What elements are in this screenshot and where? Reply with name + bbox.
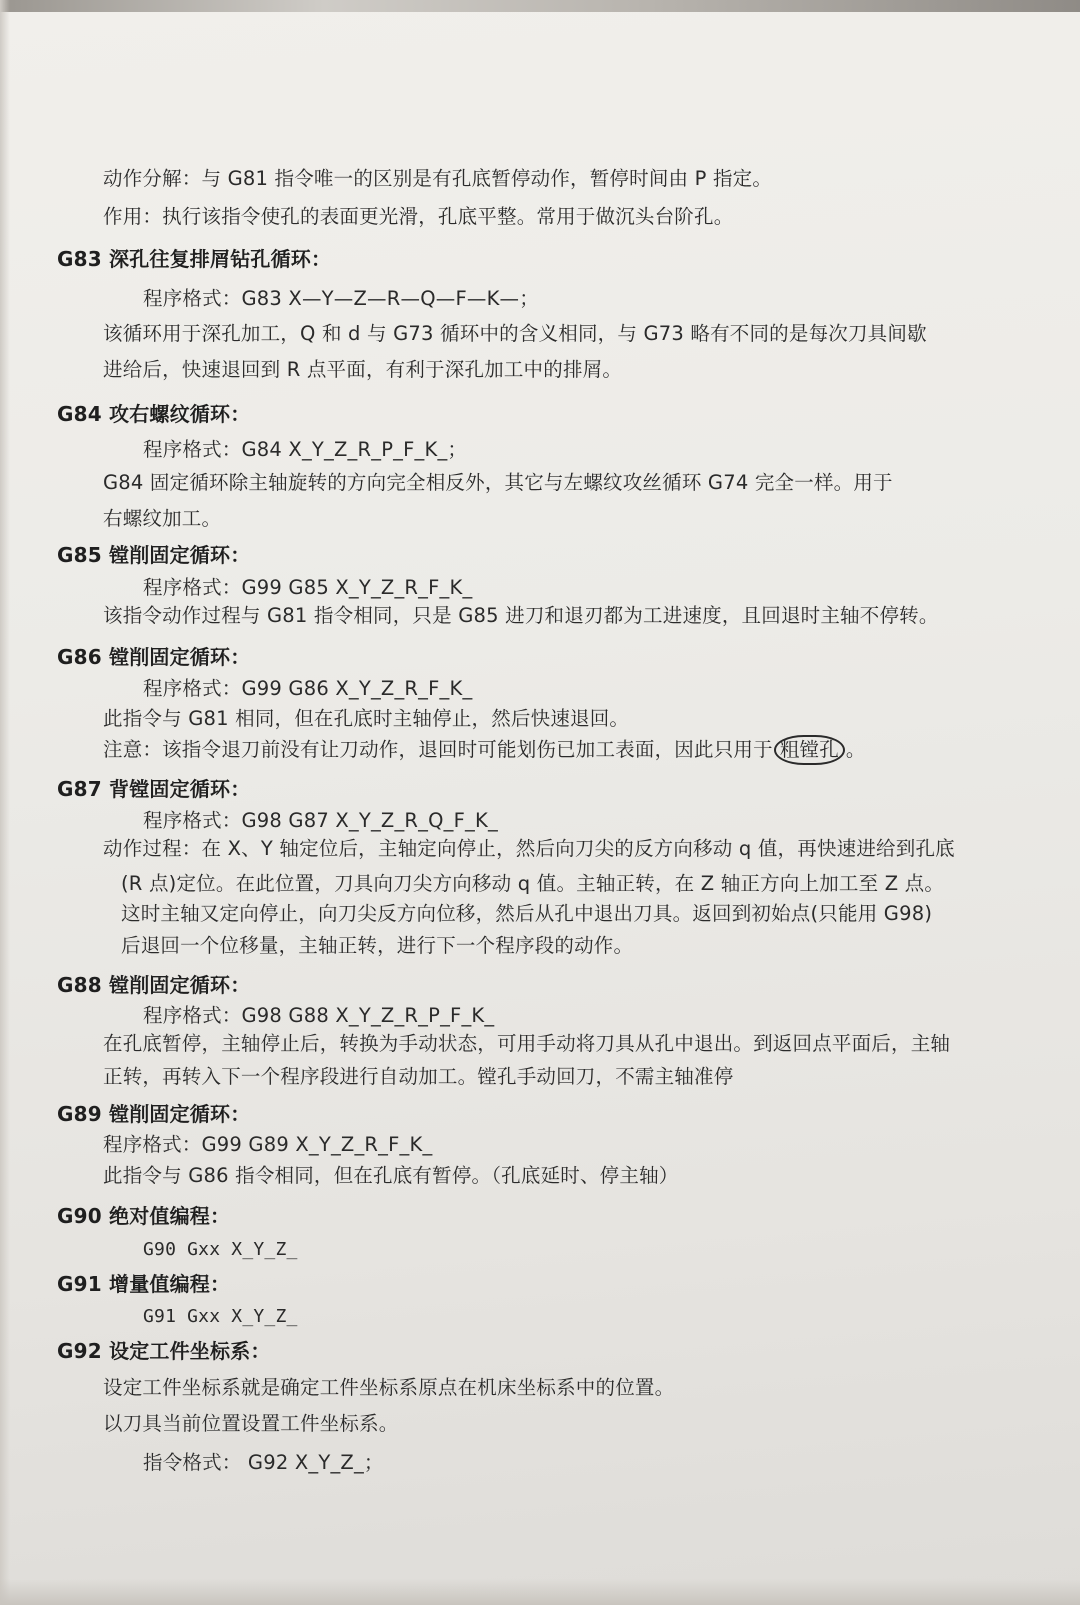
section-heading-g85: G85 镗削固定循环： [57, 543, 251, 567]
section-heading-g89: G89 镗削固定循环： [57, 1102, 251, 1126]
program-format-g86: 程序格式：G99 G86 X_Y_Z_R_F_K_ [143, 677, 473, 700]
text-line: 以刀具当前位置设置工件坐标系。 [103, 1412, 399, 1435]
program-format-g89: 程序格式：G99 G89 X_Y_Z_R_F_K_ [103, 1133, 433, 1156]
note-end-punct: 。 [845, 738, 866, 761]
text-line: 作用：执行该指令使孔的表面更光滑，孔底平整。常用于做沉头台阶孔。 [103, 205, 734, 228]
text-line: 进给后，快速退回到 R 点平面，有利于深孔加工中的排屑。 [103, 358, 623, 381]
text-line: 动作分解：与 G81 指令唯一的区别是有孔底暂停动作，暂停时间由 P 指定。 [103, 167, 773, 190]
section-heading-g91: G91 增量值编程： [57, 1272, 231, 1296]
text-line: 右螺纹加工。 [103, 507, 222, 530]
note-text: 注意：该指令退刀前没有让刀动作，退回时可能划伤已加工表面，因此只用于 [103, 738, 773, 761]
circled-handwriting-mark: 粗镗孔 [774, 735, 845, 765]
section-heading-g92: G92 设定工件坐标系： [57, 1339, 271, 1363]
page-bottom-shadow [0, 1579, 1080, 1605]
section-heading-g87: G87 背镗固定循环： [57, 777, 251, 801]
section-heading-g83: G83 深孔往复排屑钻孔循环： [57, 247, 332, 271]
program-format-g83: 程序格式：G83 X—Y—Z—R—Q—F—K—； [143, 287, 539, 310]
text-line: 这时主轴又定向停止，向刀尖反方向位移，然后从孔中退出刀具。返回到初始点(只能用 G98) [121, 902, 933, 925]
section-heading-g90: G90 绝对值编程： [57, 1204, 231, 1228]
program-format-g85: 程序格式：G99 G85 X_Y_Z_R_F_K_ [143, 576, 473, 599]
text-line: 在孔底暂停，主轴停止后，转换为手动状态，可用手动将刀具从孔中退出。到返回点平面后，主轴 [103, 1032, 951, 1055]
page-left-shadow [0, 0, 10, 1605]
program-format-g88: 程序格式：G98 G88 X_Y_Z_R_P_F_K_ [143, 1004, 495, 1027]
section-heading-g88: G88 镗削固定循环： [57, 973, 251, 997]
text-line: 该指令动作过程与 G81 指令相同，只是 G85 进刀和退刃都为工进速度，且回退时主轴不停转。 [103, 604, 939, 627]
text-line: G84 固定循环除主轴旋转的方向完全相反外，其它与左螺纹攻丝循环 G74 完全一样。用于 [103, 471, 893, 494]
text-line: 此指令与 G81 相同，但在孔底时主轴停止，然后快速退回。 [103, 707, 630, 730]
text-line: 后退回一个位移量，主轴正转，进行下一个程序段的动作。 [121, 934, 634, 957]
text-line: 此指令与 G86 指令相同，但在孔底有暂停。（孔底延时、停主轴） [103, 1164, 679, 1187]
text-line: (R 点)定位。在此位置，刀具向刀尖方向移动 q 值。主轴正转，在 Z 轴正方向上加工至 Z 点。 [121, 872, 945, 895]
section-heading-g86: G86 镗削固定循环： [57, 645, 251, 669]
code-line-g90: G90 Gxx X_Y_Z_ [143, 1239, 298, 1260]
text-line: 正转，再转入下一个程序段进行自动加工。镗孔手动回刀，不需主轴准停 [103, 1065, 734, 1088]
code-line-g91: G91 Gxx X_Y_Z_ [143, 1306, 298, 1327]
text-line: 动作过程：在 X、Y 轴定位后，主轴定向停止，然后向刀尖的反方向移动 q 值，再快速进给到孔底 [103, 837, 955, 860]
text-line: 该循环用于深孔加工，Q 和 d 与 G73 循环中的含义相同，与 G73 略有不同的是每次刀具间歇 [103, 322, 927, 345]
section-heading-g84: G84 攻右螺纹循环： [57, 402, 251, 426]
program-format-g92: 指令格式： G92 X_Y_Z_； [143, 1451, 384, 1474]
text-line: 设定工件坐标系就是确定工件坐标系原点在机床坐标系中的位置。 [103, 1376, 675, 1399]
program-format-g84: 程序格式：G84 X_Y_Z_R_P_F_K_； [143, 438, 468, 461]
page-top-shadow [0, 0, 1080, 12]
program-format-g87: 程序格式：G98 G87 X_Y_Z_R_Q_F_K_ [143, 809, 498, 832]
text-line-note [103, 735, 866, 765]
